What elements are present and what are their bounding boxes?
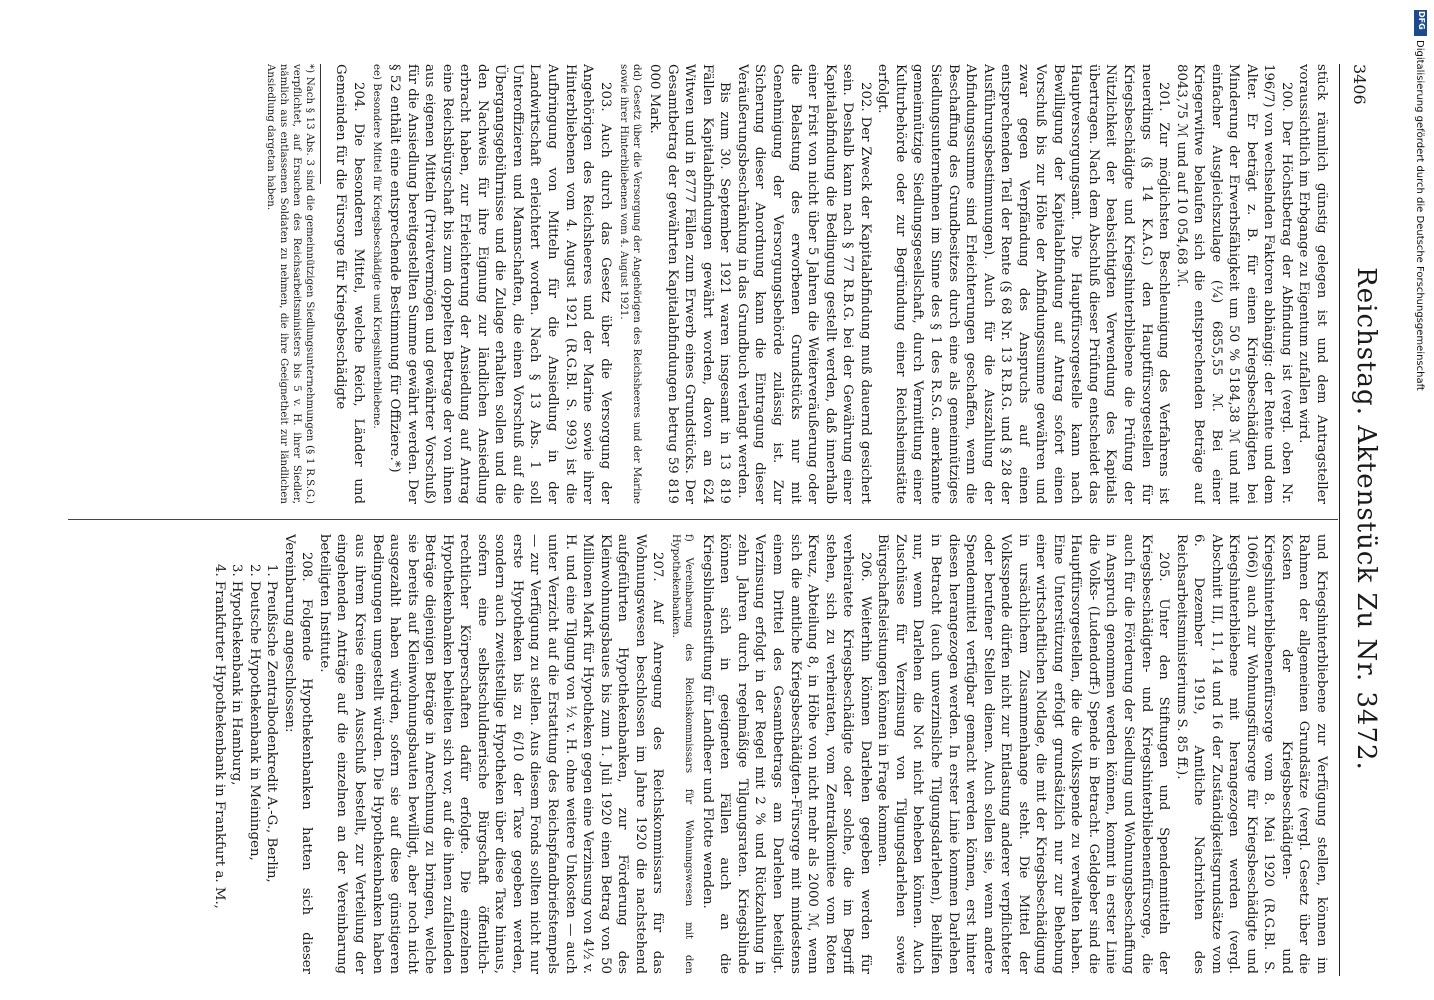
page-number: 3406 xyxy=(1350,64,1369,105)
paragraph: Bis zum 30. September 1921 waren insgesamt in 13 819 Fällen Kapitalabfindungen gewährt worden, davon an 624 Witwen und in 8777 Fällen zum Erwerb eines Grundstücks. Der Gesamtbetrag der gewährten Kapitalabfindungen betrug 59 819 000 Mark. xyxy=(647,64,733,504)
column-divider xyxy=(68,519,1338,520)
paragraph: 205. Unter den Stiftungen und Spendenmitteln der Kriegsbeschädigten- und Kriegshinterbliebenenfürsorge, die auch für die Förderung der Siedlung und Wohnungsbeschaffung in Anspruch genommen werden können, kommt in erster Linie die Volks- (Ludendorff-) Spende in Betracht. Geldgeber sind die Hauptfürsorgestellen, die die Volksspende zu verwalten haben. Eine Unterstützung erfolgt grundsätzlich nur zur Behebung einer wirtschaftlichen Notlage, die mit der Kriegsbeschädigung in ursächlichem Zusammenhange steht. Die Mittel der Volksspende dürfen nicht zur Entlastung anderer verpflichteter oder berufener Stellen dienen. Auch sollen sie, wenn andere Spendenmittel verfügbar gemacht werden können, erst hinter diesen herangezogen werden. In erster Linie kommen Darlehen in Betracht (auch unverzinsliche Tilgungsdarlehen), Beihilfen nur, wenn Darlehen die Not nicht beheben können. Auch Zuschüsse für Verzinsung von Tilgungsdarlehen sowie Bürgschaftsleistungen können in Frage kommen. xyxy=(875,534,1172,974)
left-column xyxy=(60,64,1330,504)
dfg-logo: DFG xyxy=(1414,10,1427,36)
list-item: 3. Hypothekenbank in Hamburg, xyxy=(229,564,245,786)
document-page xyxy=(50,50,1380,990)
footnote: *) Nach § 13 Abs. 3 sind die gemeinnützigen Siedlungsunternehmungen (§ 1 R.S.G.) verpflichtet, auf Ersuchen des Reichsarbeitsministers bis 5 v. H. ihrer Siedler, nämlich aus entlassenen Soldaten zu nehmen, die ihre Geeignetheit zur ländlichen Ansiedlung dargetan haben. xyxy=(265,64,316,504)
footnote-rule xyxy=(320,64,321,184)
list-item: 4. Frankfurter Hypothekenbank in Frankfurt a. M., xyxy=(211,564,227,909)
page-header xyxy=(1344,64,1381,974)
paragraph: 201. Zur möglichsten Beschleunigung des Verfahrens ist neuerdings (§ 14 K.A.G.) den Hauptfürsorgestellen für Kriegsbeschädigte und Kriegshinterbliebene die Prüfung der Nützlichkeit der beabsichtigten Verwendung des Kapitals übertragen. Nach dem Abschluß dieser Prüfung entscheidet das Hauptversorgungsamt. Die Hauptfürsorgestelle kann nach Bewilligung der Kapitalabfindung auf Antrag sofort einen Vorschuß bis zur Höhe der Abfindungssumme gewähren und zwar gegen Verpfändung des Anspruchs auf einen entsprechenden Teil der Rente (§ 68 Nr. 13 R.B.G. und § 28 der Ausführungsbestimmungen). Auch für die Auszahlung der Abfindungssumme sind Erleichterungen geschaffen, wenn die Beschaffung des Grundbesitzes durch eine als gemeinnütziges Siedlungsunternehmen im Sinne des § 1 des R.S.G. anerkannte gemeinnützige Siedlungsgesellschaft, durch Vermittlung einer Kulturbehörde oder zur Begründung einer Reichsheimstätte erfolgt. xyxy=(875,64,1172,504)
section-heading: dd) Gesetz über die Versorgung der Angehörigen des Reichsheeres und der Marine sowie ihrer Hinterbliebenen vom 4. August 1921. xyxy=(617,64,642,504)
paragraph: 208. Folgende Hypothekenbanken hatten sich dieser Vereinbarung angeschlossen: xyxy=(281,534,315,974)
running-title: Reichstag. Aktenstück Zu Nr. 3472. xyxy=(1351,267,1381,771)
section-heading: ee) Besondere Mittel für Kriegsbeschädigte und Kriegshinterbliebene. xyxy=(370,64,382,429)
paragraph: und Kriegshinterbliebene zur Verfügung stellen, können im Rahmen der allgemeinen Grundsätze (vergl. Gesetz über die Kosten der Kriegsbeschädigten- und Kriegshinterbliebenenfürsorge vom 8. Mai 1920 (R.G.Bl. S. 1066)) auch zur Wohnungsfürsorge für Kriegsbeschädigte und Kriegshinterbliebene mit herangezogen werden (vergl. Abschnitt III, 11, 14 und 16 der Zuständigkeitsgrundsätze vom 6. Dezember 1919, Amtliche Nachrichten des Reichsarbeitsministeriums S. 85 ff.). xyxy=(1173,534,1329,974)
header-rule xyxy=(1339,64,1340,976)
paragraph: 204. Die besonderen Mittel, welche Reich, Länder und Gemeinden für die Fürsorge für Kriegsbeschädigte xyxy=(333,64,366,504)
paragraph: stück räumlich günstig gelegen ist und dem Antragsteller voraussichtlich im Erbgange zu Eigentum zufallen wird. xyxy=(1296,64,1329,504)
section-heading: f) Vereinbarung des Reichskommissars für Wohnungswesen mit den Hypothekenbanken. xyxy=(670,534,695,974)
list-item: 1. Preußische Zentralbodenkredit A.-G., Berlin, xyxy=(264,564,280,883)
paragraph: 200. Der Höchstbetrag der Abfindung ist (vergl. oben Nr. 196/7) von wechselnden Faktoren abhängig: der Rente und dem Alter. Er beträgt z. B. für einen Kriegsbeschädigten bei Minderung der Erwerbsfähigkeit um 50 % 5184,38 ℳ und mit einfacher Ausgleichszulage (¼) 6855,55 ℳ. Bei einer Kriegerwitwe belaufen sich die entsprechenden Beträge auf 8043,75 ℳ und auf 10 054,68 ℳ. xyxy=(1173,64,1294,504)
list-item: 2. Deutsche Hypothekenbank in Meiningen, xyxy=(246,564,262,861)
paragraph: 202. Der Zweck der Kapitalabfindung muß dauernd gesichert sein. Deshalb kann nach § 77 R.B.G. bei der Gewährung einer Kapitalabfindung die Bedingung gestellt werden, daß innerhalb einer Frist von nicht über 5 Jahren die Weiterveräußerung oder die Belastung des erworbenen Grundstücks nur mit Genehmigung der Versorgungsbehörde zulässig ist. Zur Sicherung dieser Anordnung kann die Eintragung dieser Veräußerungsbeschränkung in das Grundbuch verlangt werden. xyxy=(734,64,873,504)
paragraph: 207. Auf Anregung des Reichskommissars für das Wohnungswesen beschlossen im Jahre 1920 die nachstehend aufgeführten Hypothekenbanken, zur Förderung des Kleinwohnungsbaues bis zum 1. Juli 1920 einen Betrag von 50 Millionen Mark für Hypotheken gegen eine Verzinsung von 4½ v. H. und eine Tilgung von ½ v. H. ohne weitere Unkosten — auch unter Verzicht auf die Erstattung des Reichspfandbriefstempels — zur Verfügung zu stellen. Aus diesem Fonds sollten nicht nur erste Hypotheken bis zu 6/10 der Taxe gegeben werden, sondern auch zweitstellige Hypotheken über diese Taxe hinaus, sofern eine selbstschuldnerische Bürgschaft öffentlich-rechtlicher Körperschaften dafür erfolgte. Die einzelnen Hypothekenbanken behielten sich vor, auf die ihnen zufallenden Beträge diejenigen Beträge in Anrechnung zu bringen, welche sie bereits auf Kleinwohnungsbauten bewilligt, aber noch nicht ausgezahlt haben würden, sofern sie auf diese günstigeren Bedingungen umgestellt würden. Die Hypothekenbanken haben aus ihrem Kreise einen Ausschuß bestellt, zur Verteilung der eingehenden Anträge auf die einzelnen an der Vereinbarung beteiligten Institute. xyxy=(316,534,666,974)
right-column xyxy=(60,534,1330,974)
paragraph: 206. Weiterhin können Darlehen gegeben werden für verheiratete Kriegsbeschädigte oder solche, die im Begriff stehen, sich zu verheiraten, vom Zentralkomitee vom Roten Kreuz, Abteilung 8, in Höhe von nicht mehr als 2000 ℳ, wenn sich die amtliche Kriegsbeschädigten-Fürsorge mit mindestens einem Drittel des Gesamtbetrags am Darlehen beteiligt. Verzinsung erfolgt in der Regel mit 2 % und Rückzahlung in zehn Jahren durch regelmäßige Tilgungsraten. Kriegsblinde können sich in geeigneten Fällen auch an die Kriegsblindenstiftung für Landheer und Flotte wenden. xyxy=(699,534,873,974)
paragraph: 203. Auch durch das Gesetz über die Versorgung der Angehörigen des Reichsheeres und der Marine sowie ihrer Hinterbliebenen vom 4. August 1921 (R.G.Bl. S. 993) ist die Aufbringung von Mitteln für die Ansiedlung in der Landwirtschaft erleichtert worden. Nach § 13 Abs. 1 soll Unteroffizieren und Mannschaften, die einen Vorschuß auf die Übergangsgebührnisse und die Zulage erhalten sollen und die den Nachweis für ihre Eignung zur ländlichen Ansiedlung erbracht haben, zur Erleichterung der Ansiedlung auf Antrag eine Reichsbürgschaft bis zum doppelten Betrage der von ihnen aus eigenen Mitteln (Privatvermögen und gewährter Vorschuß) für die Ansiedlung bereitgestellten Summe gewährt werden. Der § 52 enthält eine entsprechende Bestimmung für Offiziere.*) xyxy=(387,64,613,504)
funding-note: Digitalisierung gefördert durch die Deutsche Forschungsgemeinschaft xyxy=(1414,40,1425,391)
